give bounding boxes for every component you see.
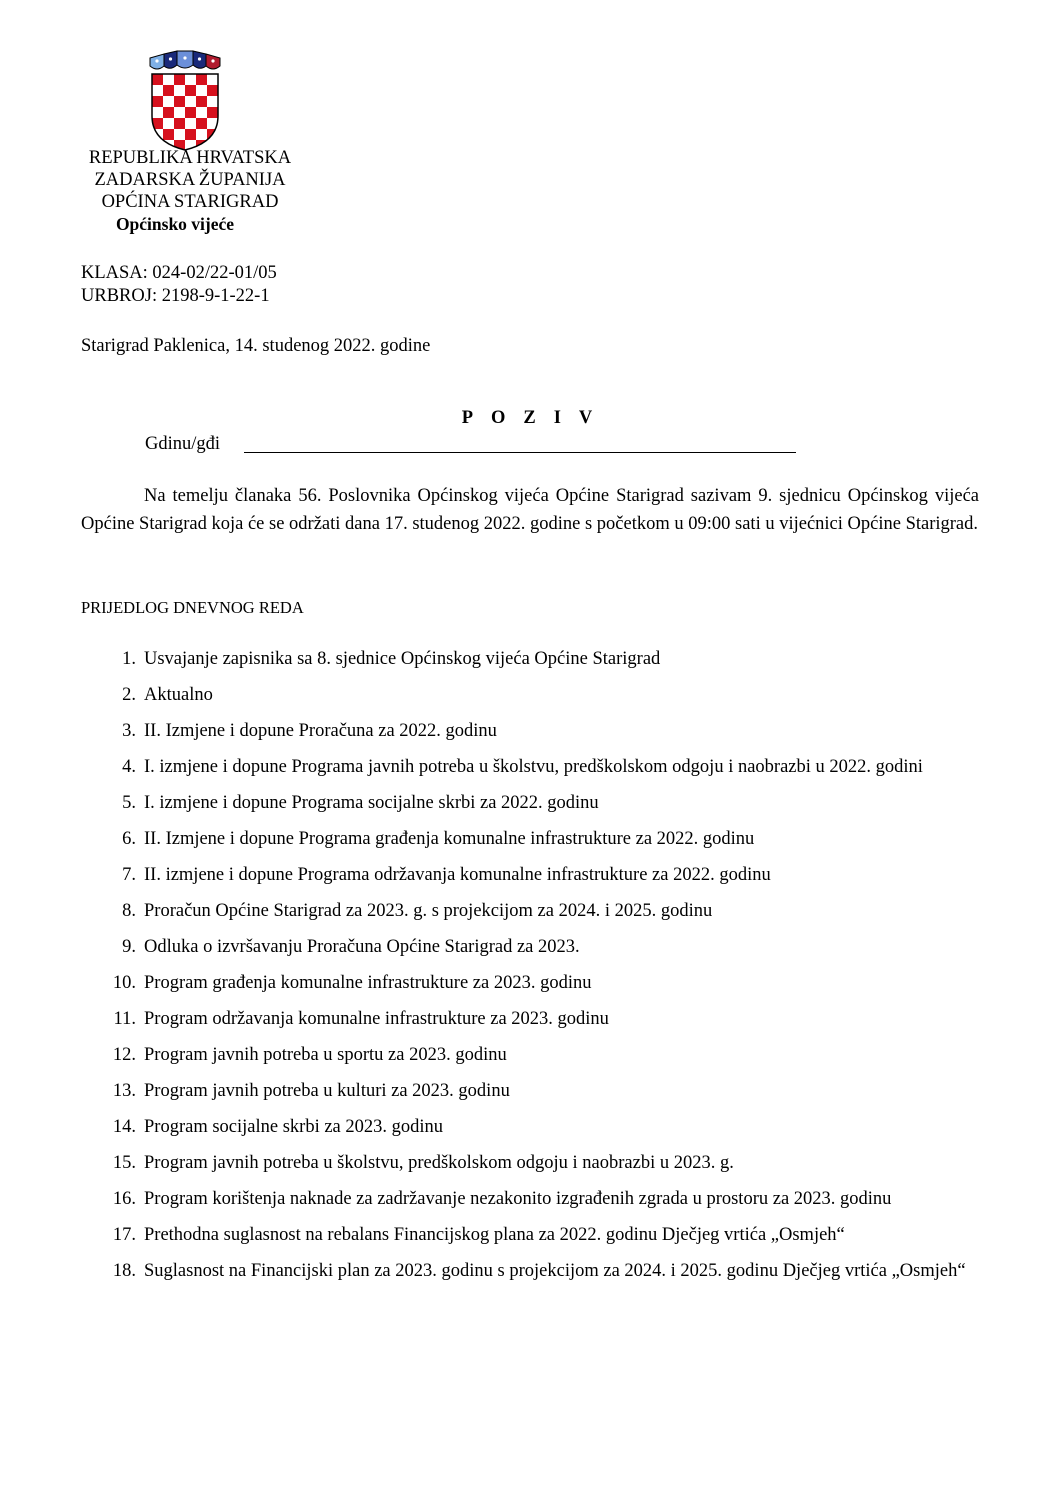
agenda-item-number: 15. [112,1153,136,1173]
agenda-item-number: 5. [122,793,136,813]
agenda-item [81,749,981,785]
agenda-item-number: 12. [112,1045,136,1065]
agenda-item [81,1073,981,1109]
agenda-item-number: 2. [122,685,136,705]
agenda-item-number: 4. [122,757,136,777]
coat-of-arms-icon [146,50,224,152]
urbroj: URBROJ: 2198-9-1-22-1 [81,286,270,306]
agenda-item-text: Program javnih potreba u sportu za 2023. godinu [144,1045,507,1065]
agenda-item-text: Odluka o izvršavanju Proračuna Općine Starigrad za 2023. [144,937,580,957]
addressee-blank-line [244,452,796,453]
agenda-item-number: 16. [112,1189,136,1209]
agenda-item [81,785,981,821]
header-body: Općinsko vijeće [115,214,235,234]
agenda-item [81,677,981,713]
agenda-item-text: Program socijalne skrbi za 2023. godinu [144,1117,444,1137]
agenda-item-number: 11. [113,1009,136,1029]
agenda-item [81,893,981,929]
agenda-item-text: Program javnih potreba u kulturi za 2023. godinu [144,1081,510,1101]
agenda-item-number: 8. [122,901,136,921]
page-title: POZIV [461,408,611,428]
agenda-item-text: I. izmjene i dopune Programa socijalne skrbi za 2022. godinu [144,793,599,813]
agenda-item-text: Suglasnost na Financijski plan za 2023. godinu s projekcijom za 2024. i 2025. godinu Dječjeg vrtića „Osmjeh“ [144,1261,966,1281]
intro-paragraph: Na temelju članaka 56. Poslovnika Općinskog vijeća Općine Starigrad sazivam 9. sjednicu Općinskog vijeća Općine Starigrad koja će se održati dana 17. studenog 2022. godine s početkom u 09:00 sati u vijećnici Općine Starigrad. [81,486,979,534]
agenda-item-number: 10. [112,973,136,993]
agenda-item-number: 1. [122,649,136,669]
agenda-item-number: 14. [112,1117,136,1137]
agenda-item-text: II. Izmjene i dopune Proračuna za 2022. godinu [144,721,497,741]
agenda-item-number: 9. [122,937,136,957]
agenda-item-text: II. Izmjene i dopune Programa građenja komunalne infrastrukture za 2022. godinu [144,829,755,849]
place-date: Starigrad Paklenica, 14. studenog 2022. godine [81,336,431,356]
agenda-item-text: Prethodna suglasnost na rebalans Financijskog plana za 2022. godinu Dječjeg vrtića „Osmjeh“ [144,1225,845,1245]
agenda-item [81,1217,981,1253]
agenda-item [81,1253,981,1289]
agenda-item-number: 13. [112,1081,136,1101]
agenda-item [81,1109,981,1145]
agenda-item-number: 3. [122,721,136,741]
addressee-label: Gdinu/gđi [145,434,221,454]
agenda-item [81,1181,981,1217]
agenda-item [81,1037,981,1073]
header-municipality: OPĆINA STARIGRAD [101,192,279,212]
agenda-item [81,1145,981,1181]
agenda-item-number: 6. [122,829,136,849]
agenda-item-text: Aktualno [144,685,213,705]
agenda-item-text: Program javnih potreba u školstvu, predškolskom odgoju i naobrazbi u 2023. g. [144,1153,734,1173]
agenda-item-text: I. izmjene i dopune Programa javnih potreba u školstvu, predškolskom odgoju i naobrazbi u 2022. godini [144,757,923,777]
agenda-item [81,713,981,749]
agenda-item [81,965,981,1001]
header-county: ZADARSKA ŽUPANIJA [94,170,286,190]
agenda-item-text: Usvajanje zapisnika sa 8. sjednice Općinskog vijeća Općine Starigrad [144,649,661,669]
agenda-item-text: Program održavanja komunalne infrastrukture za 2023. godinu [144,1009,609,1029]
agenda-item-number: 17. [112,1225,136,1245]
agenda-heading: PRIJEDLOG DNEVNOG REDA [81,598,304,617]
agenda-item-number: 7. [122,865,136,885]
agenda-item [81,821,981,857]
agenda-list [81,641,981,1289]
klasa: KLASA: 024-02/22-01/05 [81,263,277,283]
agenda-item [81,929,981,965]
agenda-item [81,857,981,893]
agenda-item-text: Program građenja komunalne infrastrukture za 2023. godinu [144,973,592,993]
header-country: REPUBLIKA HRVATSKA [88,148,292,168]
agenda-item-text: Program korištenja naknade za zadržavanje nezakonito izgrađenih zgrada u prostoru za 2023. godinu [144,1189,892,1209]
agenda-item-text: II. izmjene i dopune Programa održavanja komunalne infrastrukture za 2022. godinu [144,865,771,885]
agenda-item-number: 18. [112,1261,136,1281]
agenda-item-text: Proračun Općine Starigrad za 2023. g. s projekcijom za 2024. i 2025. godinu [144,901,713,921]
agenda-item [81,1001,981,1037]
agenda-item [81,641,981,677]
